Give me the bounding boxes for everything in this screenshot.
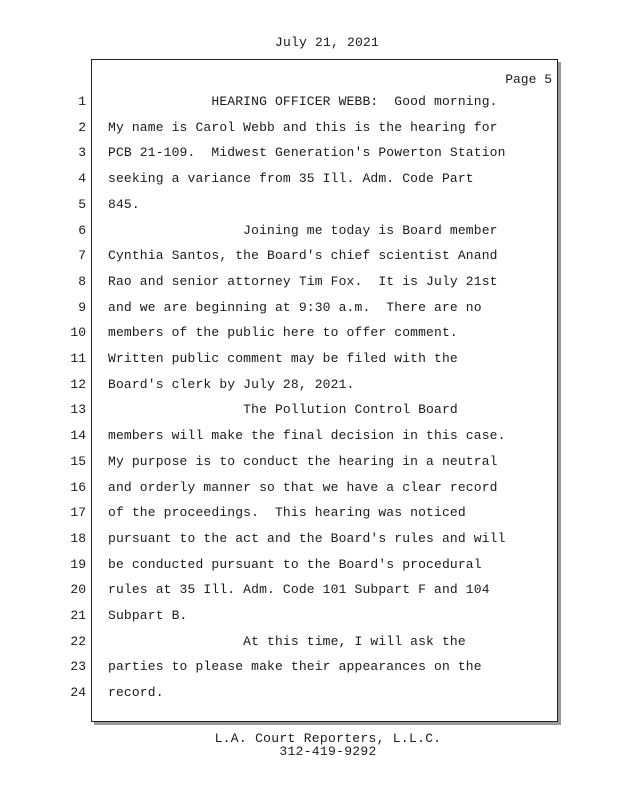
- line-number: 18: [70, 530, 86, 546]
- footer-phone: 312-419-9292: [279, 744, 377, 759]
- transcript-line: Cynthia Santos, the Board's chief scientist Anand: [108, 248, 498, 264]
- line-number: 14: [70, 428, 86, 444]
- transcript-line: and we are beginning at 9:30 a.m. There are no: [108, 299, 482, 315]
- line-number: 4: [78, 171, 86, 187]
- line-number: 7: [78, 248, 86, 264]
- header-date: July 21, 2021: [274, 35, 380, 50]
- transcript-line: record.: [108, 685, 164, 701]
- line-number: 12: [70, 376, 86, 392]
- transcript-line: Subpart B.: [108, 608, 188, 623]
- transcript-line: members will make the final decision in this case.: [108, 428, 506, 444]
- line-number: 15: [70, 453, 86, 469]
- line-number: 5: [78, 196, 86, 212]
- transcript-line: of the proceedings. This hearing was noticed: [108, 505, 466, 521]
- line-number: 6: [78, 222, 86, 238]
- line-number: 2: [78, 119, 86, 135]
- line-number: 23: [70, 659, 86, 675]
- line-number: 21: [70, 608, 86, 623]
- line-number: 24: [70, 685, 86, 701]
- transcript-line: Joining me today is Board member: [108, 222, 498, 238]
- page-number: Page 5: [505, 72, 552, 87]
- transcript-line: Written public comment may be filed with the: [108, 351, 458, 366]
- line-number: 13: [70, 402, 86, 418]
- transcript-line: rules at 35 Ill. Adm. Code 101 Subpart F and 104: [108, 582, 490, 598]
- line-number: 10: [70, 325, 86, 341]
- transcript-line: HEARING OFFICER WEBB: Good morning.: [108, 94, 498, 109]
- transcript-line: members of the public here to offer comment.: [108, 325, 458, 341]
- transcript-line: PCB 21-109. Midwest Generation's Powerton Station: [108, 145, 506, 161]
- line-number: 19: [70, 556, 86, 572]
- transcript-line: be conducted pursuant to the Board's procedural: [108, 556, 482, 572]
- transcript-line: My purpose is to conduct the hearing in a neutral: [108, 453, 498, 469]
- transcript-line: seeking a variance from 35 Ill. Adm. Code Part: [108, 171, 474, 187]
- transcript-line: and orderly manner so that we have a clear record: [108, 479, 498, 495]
- footer-company: L.A. Court Reporters, L.L.C.: [214, 731, 442, 746]
- line-number: 11: [70, 351, 86, 366]
- footer: [0, 732, 618, 758]
- transcript-line: At this time, I will ask the: [108, 633, 466, 649]
- transcript-line: parties to please make their appearances on the: [108, 659, 482, 675]
- transcript-line: 845.: [108, 196, 140, 212]
- line-number: 16: [70, 479, 86, 495]
- transcript-line: pursuant to the act and the Board's rules and will: [108, 530, 506, 546]
- line-number: 1: [78, 94, 86, 109]
- line-number: 22: [70, 633, 86, 649]
- line-number: 8: [78, 273, 86, 289]
- line-number: 20: [70, 582, 86, 598]
- line-number: 3: [78, 145, 86, 161]
- transcript-line: Board's clerk by July 28, 2021.: [108, 376, 355, 392]
- transcript-line: Rao and senior attorney Tim Fox. It is July 21st: [108, 273, 498, 289]
- transcript-line: The Pollution Control Board: [108, 402, 458, 418]
- line-number: 17: [70, 505, 86, 521]
- line-number: 9: [78, 299, 86, 315]
- transcript-line: My name is Carol Webb and this is the hearing for: [108, 119, 498, 135]
